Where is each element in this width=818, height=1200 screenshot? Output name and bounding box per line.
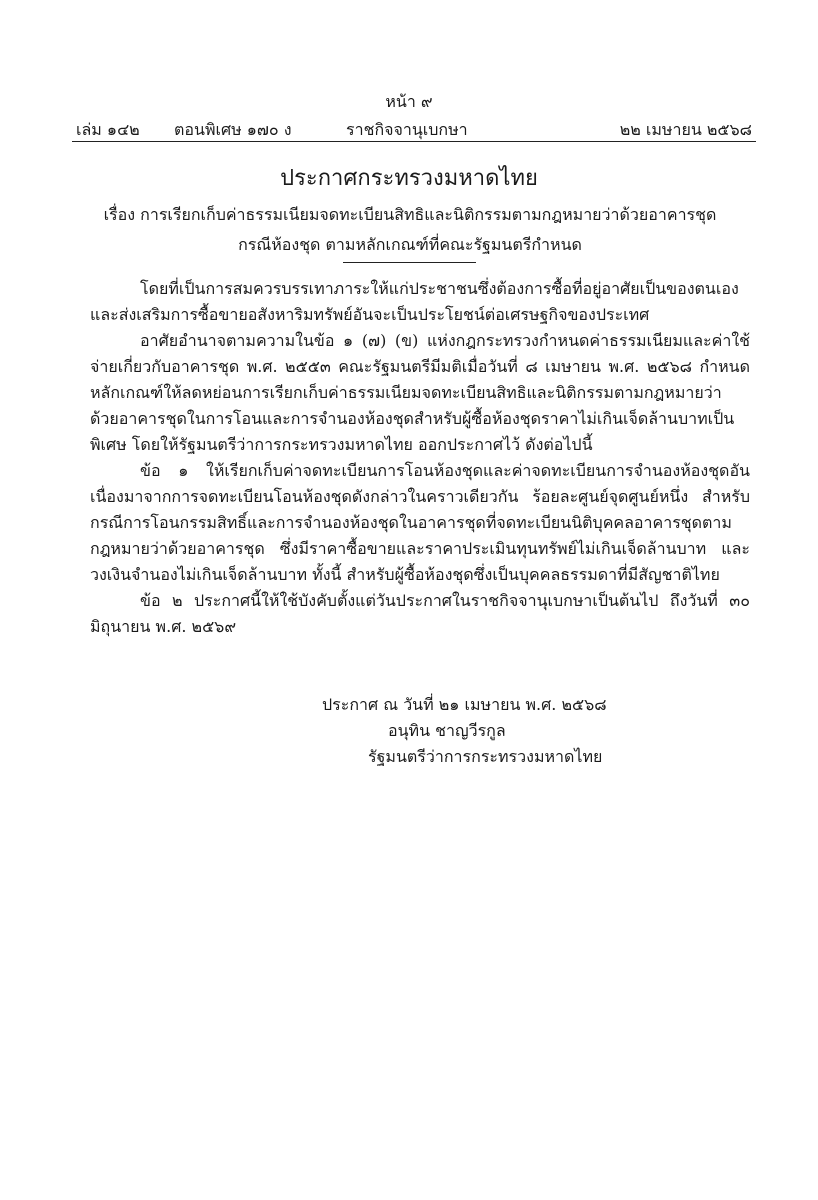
announcement-subject	[90, 200, 730, 260]
clause-1-paragraph: ข้อ ๑ ให้เรียกเก็บค่าจดทะเบียนการโอนห้องชุดและค่าจดทะเบียนการจำนองห้องชุดอันเนื่องมาจากการจดทะเบียนโอนห้องชุดดังกล่าวในคราวเดียวกัน ร้อยละศูนย์จุดศูนย์หนึ่ง สำหรับกรณีการโอนกรรมสิทธิ์และการจำนองห้องชุดในอาคารชุดที่จดทะเบียนนิติบุคคลอาคารชุดตามกฎหมายว่าด้วยอาคารชุด ซึ่งมีราคาซื้อขายและราคาประเมินทุนทรัพย์ไม่เกินเจ็ดล้านบาท และวงเงินจำนองไม่เกินเจ็ดล้านบาท ทั้งนี้ สำหรับผู้ซื้อห้องชุดซึ่งเป็นบุคคลธรรมดาที่มีสัญชาติไทย	[90, 461, 750, 584]
gazette-name: ราชกิจจานุเบกษา	[346, 120, 468, 139]
issue-date: ๒๒ เมษายน ๒๕๖๘	[619, 120, 752, 139]
section-label: ตอนพิเศษ ๑๗๐ ง	[174, 120, 292, 139]
signature-date: ประกาศ ณ วันที่ ๒๑ เมษายน พ.ศ. ๒๕๖๘	[322, 695, 607, 714]
title-divider	[343, 262, 476, 263]
authority-paragraph: อาศัยอำนาจตามความในข้อ ๑ (๗) (ข) แห่งกฎกระทรวงกำหนดค่าธรรมเนียมและค่าใช้จ่ายเกี่ยวกับอาคารชุด พ.ศ. ๒๕๕๓ คณะรัฐมนตรีมีมติเมื่อวันที่ ๘ เมษายน พ.ศ. ๒๕๖๘ กำหนดหลักเกณฑ์ให้ลดหย่อนการเรียกเก็บค่าธรรมเนียมจดทะเบียนสิทธิและนิติกรรมตามกฎหมายว่าด้วยอาคารชุดในการโอนและการจำนองห้องชุดสำหรับผู้ซื้อห้องชุดราคาไม่เกินเจ็ดล้านบาทเป็นพิเศษ โดยให้รัฐมนตรีว่าการกระทรวงมหาดไทย ออกประกาศไว้ ดังต่อไปนี้	[90, 331, 750, 454]
subject-line-1: เรื่อง การเรียกเก็บค่าธรรมเนียมจดทะเบียนสิทธิและนิติกรรมตามกฎหมายว่าด้วยอาคารชุด	[103, 205, 717, 224]
preamble-paragraph: โดยที่เป็นการสมควรบรรเทาภาระให้แก่ประชาชนซึ่งต้องการซื้อที่อยู่อาศัยเป็นของตนเอง และส่งเสริมการซื้อขายอสังหาริมทรัพย์อันจะเป็นประโยชน์ต่อเศรษฐกิจของประเทศ	[90, 279, 739, 324]
announcement-body	[90, 276, 750, 640]
page-number: หน้า ๙	[385, 92, 433, 111]
signatory-position: รัฐมนตรีว่าการกระทรวงมหาดไทย	[368, 747, 603, 766]
signatory-name: อนุทิน ชาญวีรกูล	[388, 721, 506, 740]
subject-line-2: กรณีห้องชุด ตามหลักเกณฑ์ที่คณะรัฐมนตรีกำหนด	[238, 235, 582, 254]
clause-2-paragraph: ข้อ ๒ ประกาศนี้ให้ใช้บังคับตั้งแต่วันประกาศในราชกิจจานุเบกษาเป็นต้นไป ถึงวันที่ ๓๐ มิถุนายน พ.ศ. ๒๕๖๙	[90, 591, 750, 636]
announcement-title: ประกาศกระทรวงมหาดไทย	[280, 166, 538, 191]
volume-label: เล่ม ๑๔๒	[76, 120, 140, 139]
header-divider	[72, 141, 756, 142]
